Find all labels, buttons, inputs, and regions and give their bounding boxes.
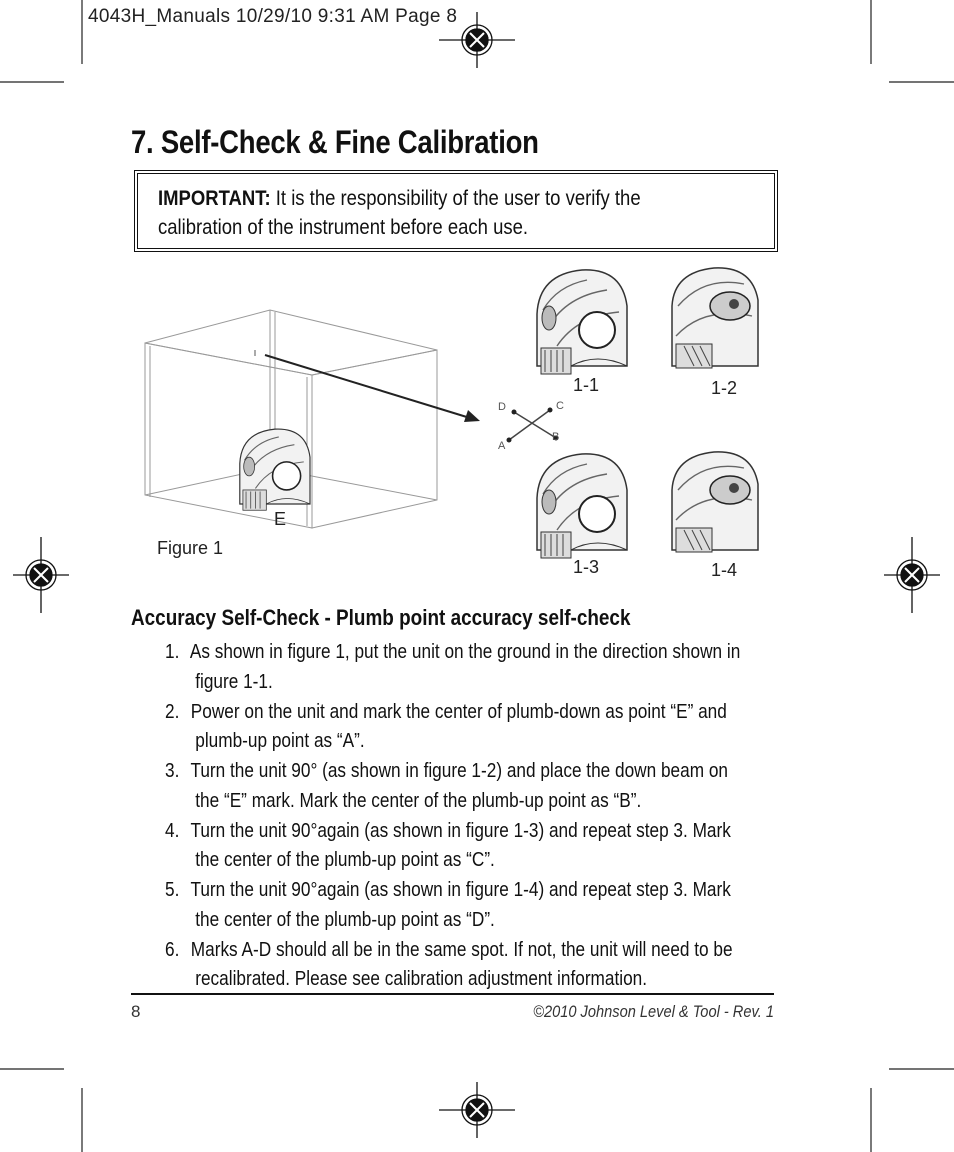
step-text-continued: plumb-up point as “A”. [195,729,365,752]
step-number: 4. [165,818,180,842]
step-text: Marks A-D should all be in the same spot. If not, the unit will need to be [190,937,733,961]
list-item [165,816,753,876]
step-text: As shown in figure 1, put the unit on the ground in the direction shown in [189,640,741,663]
view-label-1-1: 1-1 [573,375,600,395]
steps-list [165,637,865,994]
page-number: 8 [131,1002,141,1021]
laser-unit-view-1-3 [537,454,627,558]
step-text-continued: recalibrated. Please see calibration adjustment information. [195,967,648,990]
section-heading: Accuracy Self-Check - Plumb point accuracy self-check [131,605,631,630]
footer-rule [131,993,774,995]
step-text-continued: figure 1-1. [195,669,273,693]
step-text: Power on the unit and mark the center of plumb-down as point “E” and [190,699,727,723]
mark-d-label: D [498,401,506,413]
important-label: IMPORTANT: [158,186,271,210]
printer-slug: 4043H_Manuals 10/29/10 9:31 AM Page 8 [88,6,458,27]
step-number: 3. [165,759,180,782]
step-number: 2. [165,699,180,723]
view-label-1-3: 1-3 [573,557,600,577]
step-number: 1. [165,640,180,663]
list-item [165,756,753,816]
important-text-line1: It is the responsibility of the user to verify the [270,186,641,210]
step-text: Turn the unit 90°again (as shown in figure 1-4) and repeat step 3. Mark [190,878,731,901]
laser-unit-in-room [240,429,310,510]
step-text-continued: the center of the plumb-up point as “C”. [195,848,495,871]
copyright: ©2010 Johnson Level & Tool - Rev. 1 [533,1002,774,1021]
laser-unit-view-1-2 [672,268,758,368]
laser-unit-view-1-4 [672,452,758,552]
step-text-continued: the “E” mark. Mark the center of the plumb-up point as “B”. [195,788,642,812]
mark-a-label: A [498,440,506,452]
laser-unit-view-1-1 [537,270,627,374]
list-item [165,875,753,935]
list-item [165,637,753,697]
figure-caption: Figure 1 [157,538,224,558]
view-label-1-2: 1-2 [711,378,738,398]
mark-c-label: C [556,400,564,412]
beam-arrow [255,350,480,422]
step-number: 6. [165,937,180,961]
page-title: 7. Self-Check & Fine Calibration [131,124,539,160]
point-e-label: E [274,509,287,529]
mark-b-label: B [552,431,560,443]
step-text: Turn the unit 90°again (as shown in figure 1-3) and repeat step 3. Mark [190,818,731,842]
view-label-1-4: 1-4 [711,560,738,580]
step-text: Turn the unit 90° (as shown in figure 1-2) and place the down beam on [190,759,728,782]
step-number: 5. [165,878,180,901]
calibration-marks [507,408,559,443]
important-text-line2: calibration of the instrument before each use. [158,215,529,239]
step-text-continued: the center of the plumb-up point as “D”. [195,907,495,931]
list-item [165,935,753,995]
list-item [165,697,753,757]
